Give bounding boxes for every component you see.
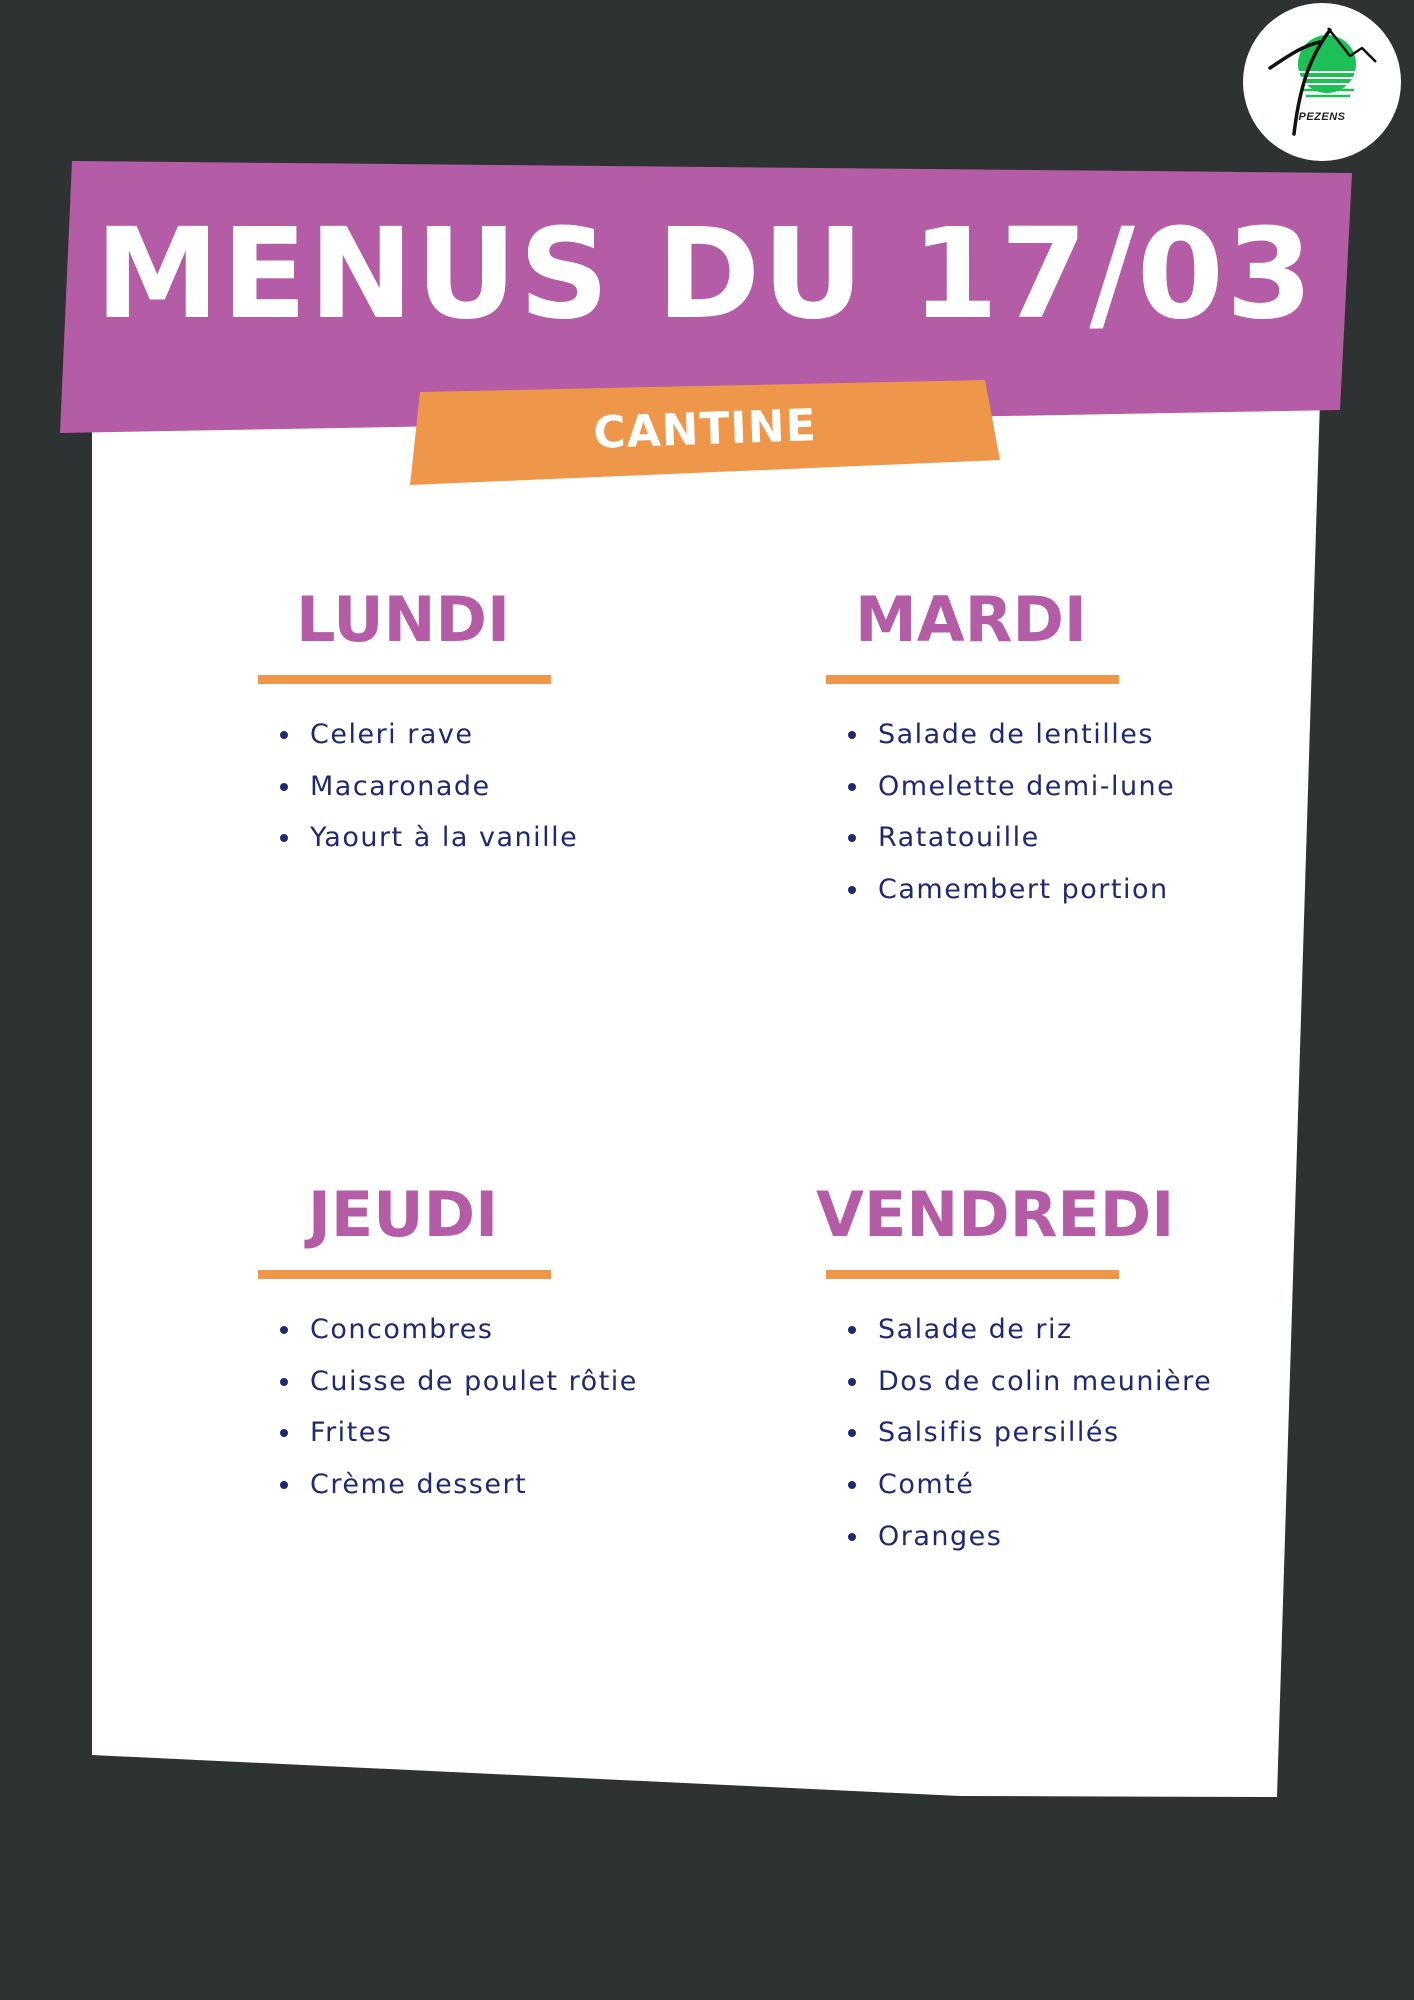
menu-item: Frites (310, 1407, 638, 1459)
menu-item: Crème dessert (310, 1459, 638, 1511)
menu-item: Salsifis persillés (878, 1407, 1212, 1459)
day-divider (826, 1270, 1119, 1279)
day-title: JEUDI (307, 1178, 499, 1251)
day-divider (826, 675, 1119, 684)
menu-item: Comté (878, 1459, 1212, 1511)
menu-list (816, 1304, 1212, 1563)
day-section-vendredi (816, 1175, 1376, 1552)
day-section-jeudi (248, 1175, 808, 1501)
menu-item: Oranges (878, 1511, 1212, 1563)
menu-item: Dos de colin meunière (878, 1356, 1212, 1408)
logo-text: PEZENS (1298, 111, 1346, 123)
page-title: MENUS DU 17/03 (95, 202, 1315, 347)
menu-item: Macaronade (310, 761, 578, 813)
day-divider (258, 675, 551, 684)
day-title: LUNDI (295, 583, 511, 656)
menu-item: Ratatouille (878, 812, 1175, 864)
menu-list (248, 709, 578, 864)
menu-item: Salade de lentilles (878, 709, 1175, 761)
menu-item: Camembert portion (878, 864, 1175, 916)
menu-item: Concombres (310, 1304, 638, 1356)
page-subtitle: CANTINE (592, 400, 818, 459)
day-section-lundi (248, 580, 808, 854)
menu-item: Omelette demi-lune (878, 761, 1175, 813)
menu-item: Salade de riz (878, 1304, 1212, 1356)
menu-item: Cuisse de poulet rôtie (310, 1356, 638, 1408)
day-section-mardi (816, 580, 1376, 906)
day-divider (258, 1270, 551, 1279)
menu-list (816, 709, 1175, 916)
day-title: VENDREDI (816, 1178, 1175, 1251)
menu-list (248, 1304, 638, 1511)
menu-item: Yaourt à la vanille (310, 812, 578, 864)
menu-item: Celeri rave (310, 709, 578, 761)
pezens-logo-icon (1242, 2, 1402, 162)
day-title: MARDI (855, 583, 1087, 656)
